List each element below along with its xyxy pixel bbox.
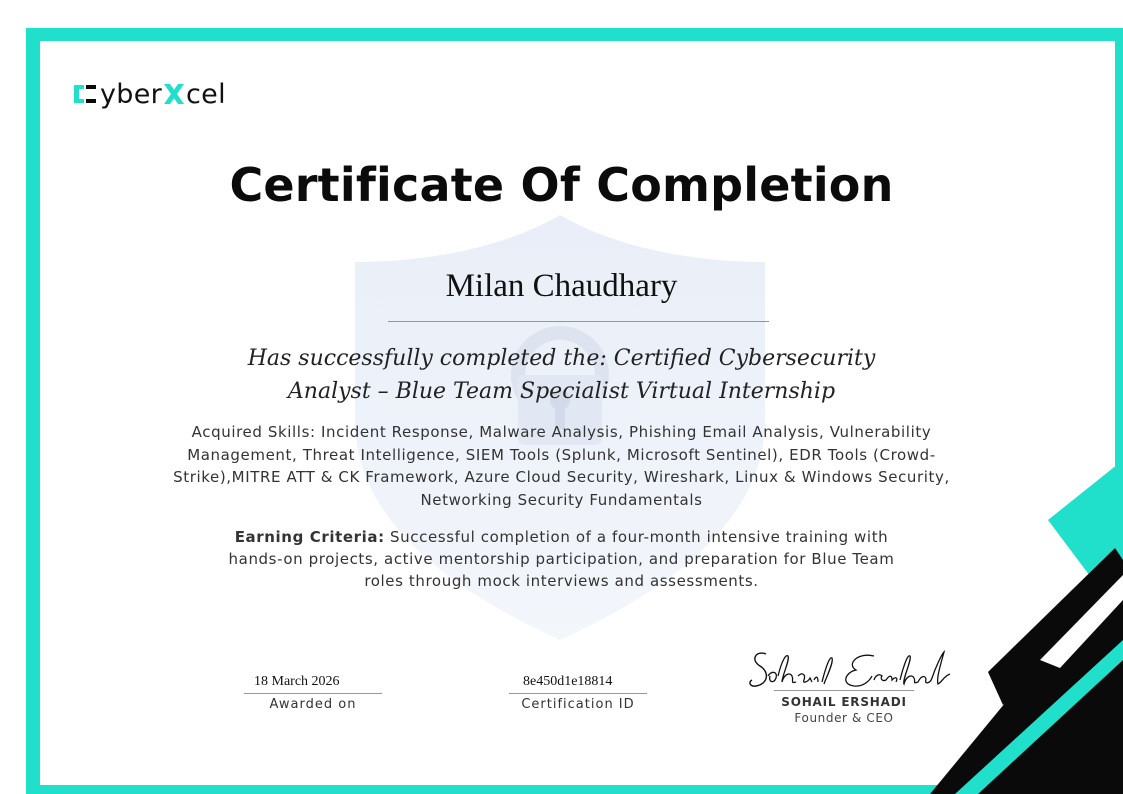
criteria-line-1: Successful completion of a four-month intensive training with	[384, 528, 889, 546]
criteria-line-3: roles through mock interviews and assessments.	[364, 572, 759, 590]
criteria-label: Earning Criteria:	[234, 528, 385, 546]
logo-text-yber: yber	[100, 78, 163, 110]
cyberxcel-logo	[72, 79, 226, 109]
completion-line-2: Analyst – Blue Team Specialist Virtual Internship	[287, 379, 836, 404]
skills-line-1: Acquired Skills: Incident Response, Malware Analysis, Phishing Email Analysis, Vulnerability	[191, 423, 932, 441]
criteria-line-2: hands-on projects, active mentorship participation, and preparation for Blue Team	[228, 550, 895, 568]
signatory-role: Founder & CEO	[794, 711, 894, 725]
signatory-name: SOHAIL ERSHADI	[781, 695, 907, 709]
certification-id-underline	[509, 693, 647, 694]
acquired-skills	[140, 421, 983, 511]
awarded-date: 18 March 2026	[254, 674, 340, 689]
recipient-name: Milan Chaudhary	[445, 268, 678, 304]
awarded-underline	[244, 693, 382, 694]
awarded-caption: Awarded on	[269, 697, 357, 712]
awarded-on-field	[244, 673, 382, 712]
recipient-underline	[388, 321, 769, 322]
signature-underline	[774, 690, 914, 691]
completion-statement	[200, 342, 923, 408]
skills-line-3: Strike),MITRE ATT & CK Framework, Azure Cloud Security, Wireshark, Linux & Windows Security,	[173, 468, 950, 486]
handwritten-signature	[746, 646, 956, 694]
certificate-title: Certificate Of Completion	[229, 158, 894, 212]
certification-id-field	[509, 673, 647, 712]
skills-line-4: Networking Security Fundamentals	[420, 490, 703, 509]
certification-id: 8e450d1e18814	[523, 674, 613, 689]
completion-line-1: Has successfully completed the: Certified Cybersecurity	[247, 346, 876, 371]
earning-criteria	[180, 526, 943, 592]
c-brackets-icon	[72, 83, 98, 105]
certification-id-caption: Certification ID	[521, 697, 635, 712]
x-mark-icon	[163, 83, 185, 105]
skills-line-2: Management, Threat Intelligence, SIEM Tools (Splunk, Microsoft Sentinel), EDR Tools (Crowd-	[187, 445, 936, 464]
logo-text-cel: cel	[186, 78, 226, 110]
